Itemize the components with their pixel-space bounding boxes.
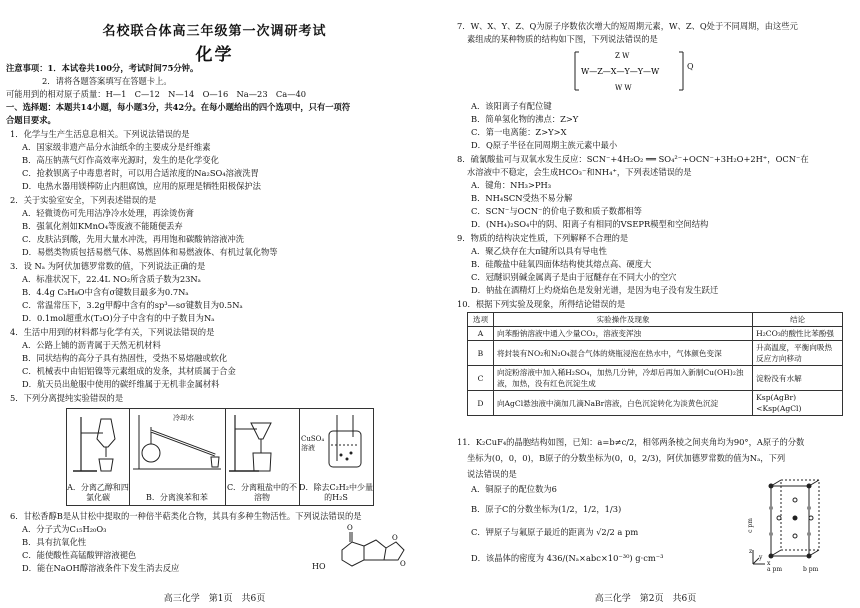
q4-stem: 4．生活中用到的材料都与化学有关，下列说法错误的是	[10, 327, 215, 337]
cation-structure-icon	[571, 46, 701, 96]
x-axis-label: x	[767, 560, 771, 567]
svg-text:W—Z—X—Y—Y—W: W—Z—X—Y—Y—W	[581, 67, 660, 76]
table-row	[468, 327, 843, 341]
q4-option-c: C．机械表中由铝铝镍等元素组成的发条，其材质属于合金	[22, 366, 236, 376]
svg-text:O: O	[392, 534, 398, 542]
q1-option-c: C．抢救钡离子中毒患者时，可以用合适浓度的Na₂SO₄溶液洗胃	[22, 168, 259, 178]
page-1	[0, 0, 429, 608]
c-axis-label: c pm	[746, 518, 754, 533]
q8-stem-2: 水溶液中不稳定，会生成HCO₃⁻和NH₄⁺，下列表述错误的是	[467, 167, 692, 177]
q7-stem-1: 7．W、X、Y、Z、Q为原子序数依次增大的短周期元素，W、Z、Q处于不同周期，由这些元	[457, 21, 798, 31]
row-d-conclusion: Ksp(AgBr)<Ksp(AgCl)	[753, 391, 843, 416]
q11-option-d: D．该晶体的密度为 436/(Nₐ×abc×10⁻³⁰) g·cm⁻³	[471, 553, 664, 563]
filtration-setup-icon	[225, 409, 299, 475]
q2-option-c: C．皮肤沾到酸，先用大量水冲洗，再用饱和碳酸钠溶液冲洗	[22, 234, 245, 244]
apparatus-c	[225, 409, 300, 505]
q2-option-a: A．轻微烫伤可先用洁净冷水处理，再涂烫伤膏	[22, 208, 194, 218]
z-axis-label: z	[749, 548, 753, 555]
unit-cell-icon	[746, 478, 839, 570]
q7-option-c: C．第一电离能：Z>Y>X	[471, 127, 567, 137]
table-row	[468, 341, 843, 366]
q9-option-a: A．聚乙炔存在大π键所以具有导电性	[471, 246, 607, 256]
apparatus-b	[129, 409, 226, 505]
q4-option-a: A．公路上铺的沥青属于天然无机材料	[22, 340, 161, 350]
cuso4-label: CuSO₄溶液	[301, 435, 325, 452]
q1-option-d: D．电热水器用镁棒防止内胆腐蚀，应用的原理是牺牲阳极保护法	[22, 181, 261, 191]
table-header-conclusion: 结论	[753, 313, 843, 327]
q2-option-d: D．易燃类物质包括易燃气体、易燃固体和易燃液体、有机过氧化物等	[22, 247, 278, 257]
table-header-option: 选项	[468, 313, 494, 327]
row-a-conclusion: H₂CO₃的酸性比苯酚强	[753, 327, 843, 341]
section-heading: 一、选择题：本题共14小题，每小题3分，共42分。在每小题给出的四个选项中，只有一项符	[6, 102, 351, 112]
counter-ion-label: Q	[687, 62, 694, 71]
q5-apparatus-figure	[66, 408, 374, 506]
molecule-structure-icon	[322, 520, 408, 578]
q3-option-c: C．常温常压下，3.2g甲醇中含有的sp³—sσ键数目为0.5Nₐ	[22, 300, 243, 310]
a-axis-label: a pm	[767, 566, 783, 573]
q8-stem-1: 8．硫氰酸盐可与双氧水发生反应：SCN⁻+4H₂O₂ ══ SO₄²⁻+OCN⁻+3H₂O+2H⁺，OCN⁻在	[457, 154, 809, 164]
q2-stem: 2．关于实验室安全，下列表述错误的是	[10, 195, 157, 205]
q3-option-b: B．4.4g C₃H₈O中含有σ键数目最多为0.7Nₐ	[22, 287, 189, 297]
row-c-option: C	[468, 366, 494, 391]
row-b-operation: 将封装有NO₂和N₂O₄混合气体的烧瓶浸泡在热水中，气体颜色变深	[493, 341, 752, 366]
q6-option-a: A．分子式为C₁₅H₂₀O₃	[22, 524, 107, 534]
q4-option-b: B．同状结构的高分子具有热固性，受热不易熔融或软化	[22, 353, 228, 363]
q11-option-a: A．铜原子的配位数为6	[471, 484, 557, 494]
b-axis-label: b pm	[803, 566, 819, 573]
q9-option-b: B．硅酸盐中硅氧四面体结构使其熔点高、硬度大	[471, 259, 652, 269]
q6-stem: 6．甘松香醇B是从甘松中提取的一种倍半萜类化合物，其具有多种生物活性。下列说法错误的是	[10, 511, 362, 521]
q10-stem: 10．根据下列实验及现象，所得结论错误的是	[457, 299, 626, 309]
separatory-funnel-icon	[67, 409, 129, 475]
q5-stem: 5．下列分离提纯实验错误的是	[10, 393, 124, 403]
exam-title: 名校联合体高三年级第一次调研考试	[102, 24, 327, 39]
hydroxyl-label: HO	[312, 562, 326, 571]
caption-d: D．除去C₂H₂中少量的H₂S	[299, 483, 373, 502]
q8-option-c: C．SCN⁻与OCN⁻的价电子数和质子数都相等	[471, 206, 642, 216]
row-d-option: D	[468, 391, 494, 416]
section-heading-cont: 合题目要求。	[6, 115, 56, 125]
cold-water-label: 冷却水	[173, 414, 194, 422]
row-c-operation: 向淀粉溶液中加入稀H₂SO₄，加热几分钟，冷却后再加入新制Cu(OH)₂浊液，加热，没有红色沉淀生成	[493, 366, 752, 391]
row-a-option: A	[468, 327, 494, 341]
q7-option-a: A．该阳离子有配位键	[471, 101, 552, 111]
q7-stem-2: 素组成的某种物质的结构如下图，下列说法错误的是	[467, 34, 658, 44]
q1-stem: 1．化学与生产生活息息相关。下列说法错误的是	[10, 129, 190, 139]
svg-text:O: O	[347, 524, 353, 532]
page-2-footer: 高三化学 第2页 共6页	[594, 594, 697, 604]
subject-title: 化学	[195, 45, 234, 65]
q10-table	[467, 312, 843, 416]
svg-text:O: O	[400, 560, 406, 568]
q9-option-d: D．钠盐在酒精灯上灼烧焰色是发射光谱，是因为电子没有发生跃迁	[471, 285, 719, 295]
q3-stem: 3．设 Nₐ 为阿伏加德罗常数的值，下列说法正确的是	[10, 261, 206, 271]
q11-stem-1: 11．K₂CuF₄的晶胞结构如图，已知：a=b≠c/2，相邻两条棱之间夹角均为90°，A原子的分数	[457, 437, 805, 447]
q8-option-d: D．(NH₄)₂SO₄中的阴、阳离子有相同的VSEPR模型和空间结构	[471, 219, 709, 229]
caption-c: C．分离粗盐中的不溶物	[226, 483, 298, 502]
q3-option-a: A．标准状况下，22.4L NO₂所含质子数为23Nₐ	[22, 274, 201, 284]
q8-option-a: A．键角：NH₃>PH₃	[471, 180, 552, 190]
q3-option-d: D．0.1mol超重水(T₂O)分子中含有的中子数目为Nₐ	[22, 313, 215, 323]
q7-option-d: D．Q原子半径在同周期主族元素中最小	[471, 140, 618, 150]
row-c-conclusion: 淀粉没有水解	[753, 366, 843, 391]
q11-option-c: C．钾原子与氟原子最近的距离为 √2/2 a pm	[471, 527, 639, 537]
q11-stem-2: 坐标为(0，0，0)，B原子的分数坐标为(0，0，2/3)，阿伏加德罗常数的值为Nₐ，下列	[467, 453, 786, 463]
q6-option-d: D．能在NaOH醇溶液条件下发生消去反应	[22, 563, 180, 573]
table-row	[468, 366, 843, 391]
row-a-operation: 向苯酚钠溶液中通入少量CO₂，溶液变浑浊	[493, 327, 752, 341]
y-axis-label: y	[759, 554, 763, 561]
caption-b: B．分离溴苯和苯	[146, 493, 208, 502]
row-b-conclusion: 升高温度，平衡向吸热反应方向移动	[753, 341, 843, 366]
page-1-footer: 高三化学 第1页 共6页	[163, 594, 266, 604]
atomic-masses: 可能用到的相对原子质量：H—1 C—12 N—14 O—16 Na—23 Ca—40	[6, 89, 307, 99]
q9-option-c: C．冠醚识别碱金属离子是由于冠醚存在不同大小的空穴	[471, 272, 677, 282]
table-row	[468, 391, 843, 416]
row-b-option: B	[468, 341, 494, 366]
row-d-operation: 向AgCl悬浊液中滴加几滴NaBr溶液，白色沉淀转化为淡黄色沉淀	[493, 391, 752, 416]
q1-option-b: B．高压钠蒸气灯作高效率光源时，发生的是化学变化	[22, 155, 219, 165]
apparatus-a	[67, 409, 130, 505]
q1-option-a: A．国家级非遗产品分水油纸伞的主要成分是纤维素	[22, 142, 211, 152]
q7-option-b: B．简单氢化物的沸点：Z>Y	[471, 114, 579, 124]
q6-option-c: C．能使酸性高锰酸钾溶液褪色	[22, 550, 137, 560]
notice-1: 注意事项：1．本试卷共100分，考试时间75分钟。	[6, 63, 199, 73]
q8-option-b: B．NH₄SCN受热不易分解	[471, 193, 573, 203]
q11-stem-3: 说法错误的是	[467, 469, 517, 479]
q2-option-b: B．强氧化剂如KMnO₄等废液不能随便丢弃	[22, 221, 183, 231]
apparatus-d	[299, 409, 373, 505]
table-header-operation: 实验操作及现象	[493, 313, 752, 327]
page-2	[431, 0, 860, 608]
q4-option-d: D．航天员出舱服中使用的碳纤维属于无机非金属材料	[22, 379, 220, 389]
q11-option-b: B．原子C的分数坐标为(1/2，1/2，1/3)	[471, 504, 622, 514]
notice-2: 2．请将各题答案填写在答题卡上。	[42, 76, 172, 86]
caption-a: A．分离乙醇和四氯化碳	[67, 483, 129, 502]
svg-text:W W: W W	[615, 84, 632, 92]
q9-stem: 9．物质的结构决定性质，下列解释不合理的是	[457, 233, 629, 243]
q6-option-b: B．具有抗氧化性	[22, 537, 87, 547]
svg-text:Z W: Z W	[615, 52, 630, 60]
